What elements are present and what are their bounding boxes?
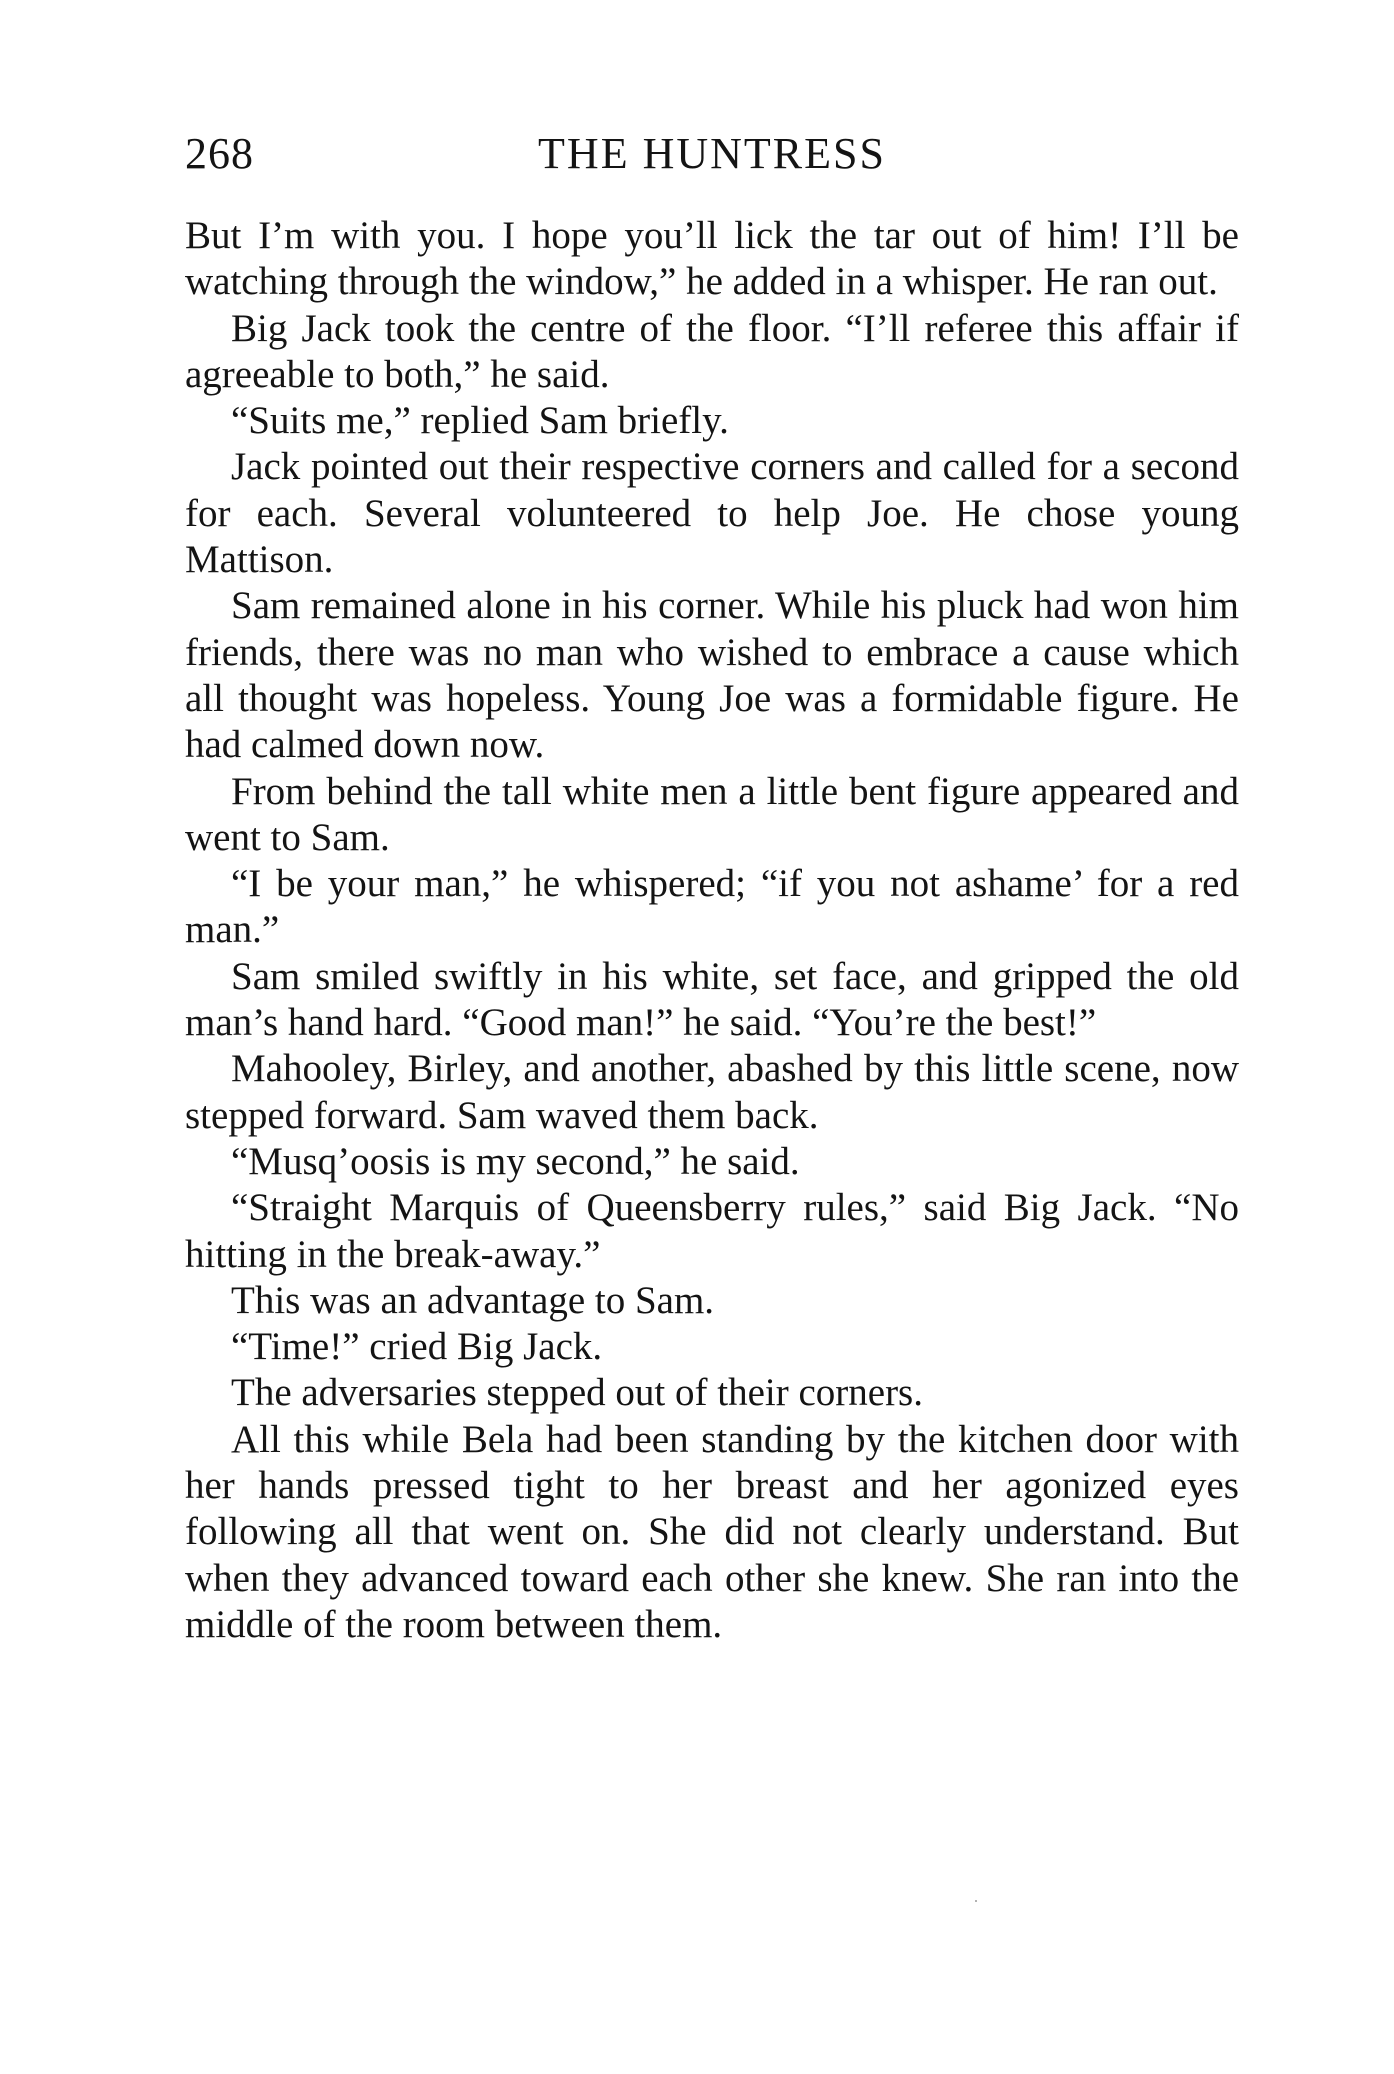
paragraph-12: This was an advantage to Sam. xyxy=(231,1278,715,1322)
paragraph-1: But I’m with you. I hope you’ll lick the tar out of him! I’ll be watching through the window,” he added in a whisper. He ran out. xyxy=(185,214,1239,304)
paragraph-7: “I be your man,” he whispered; “if you not ashame’ for a red man.” xyxy=(185,862,1239,952)
body-text xyxy=(185,213,1239,1648)
paragraph-2: Big Jack took the centre of the floor. “I’ll referee this affair if agreeable to both,” he said. xyxy=(185,306,1239,396)
running-head xyxy=(185,128,1239,188)
paragraph-8: Sam smiled swiftly in his white, set face, and gripped the old man’s hand hard. “Good man!” he said. “You’re the best!” xyxy=(185,954,1239,1045)
paragraph-5: Sam remained alone in his corner. While his pluck had won him friends, there was no man who wished to embrace a cause which all thought was hopeless. Young Joe was a formidable figure. He had calmed down now. xyxy=(185,584,1239,767)
paragraph-11: “Straight Marquis of Queensberry rules,” said Big Jack. “No hitting in the break-away.” xyxy=(185,1186,1239,1276)
paper-speck xyxy=(975,1900,977,1902)
book-title: THE HUNTRESS xyxy=(538,129,886,178)
paragraph-3: “Suits me,” replied Sam briefly. xyxy=(231,399,729,443)
paragraph-13: “Time!” cried Big Jack. xyxy=(231,1325,603,1369)
paragraph-4: Jack pointed out their respective corners and called for a second for each. Several volunteered to help Joe. He chose young Mattison. xyxy=(185,445,1239,582)
paragraph-14: The adversaries stepped out of their corners. xyxy=(231,1371,923,1415)
paragraph-10: “Musq’oosis is my second,” he said. xyxy=(231,1139,800,1183)
paragraph-6: From behind the tall white men a little bent figure appeared and went to Sam. xyxy=(185,769,1239,859)
page-number: 268 xyxy=(185,129,254,178)
paragraph-15: All this while Bela had been standing by the kitchen door with her hands pressed tight to her breast and her agonized eyes following all that went on. She did not clearly understand. But when they advanced toward each other she knew. She ran into the middle of the room between them. xyxy=(185,1417,1239,1646)
paragraph-9: Mahooley, Birley, and another, abashed by this little scene, now stepped forward. Sam waved them back. xyxy=(185,1047,1239,1137)
